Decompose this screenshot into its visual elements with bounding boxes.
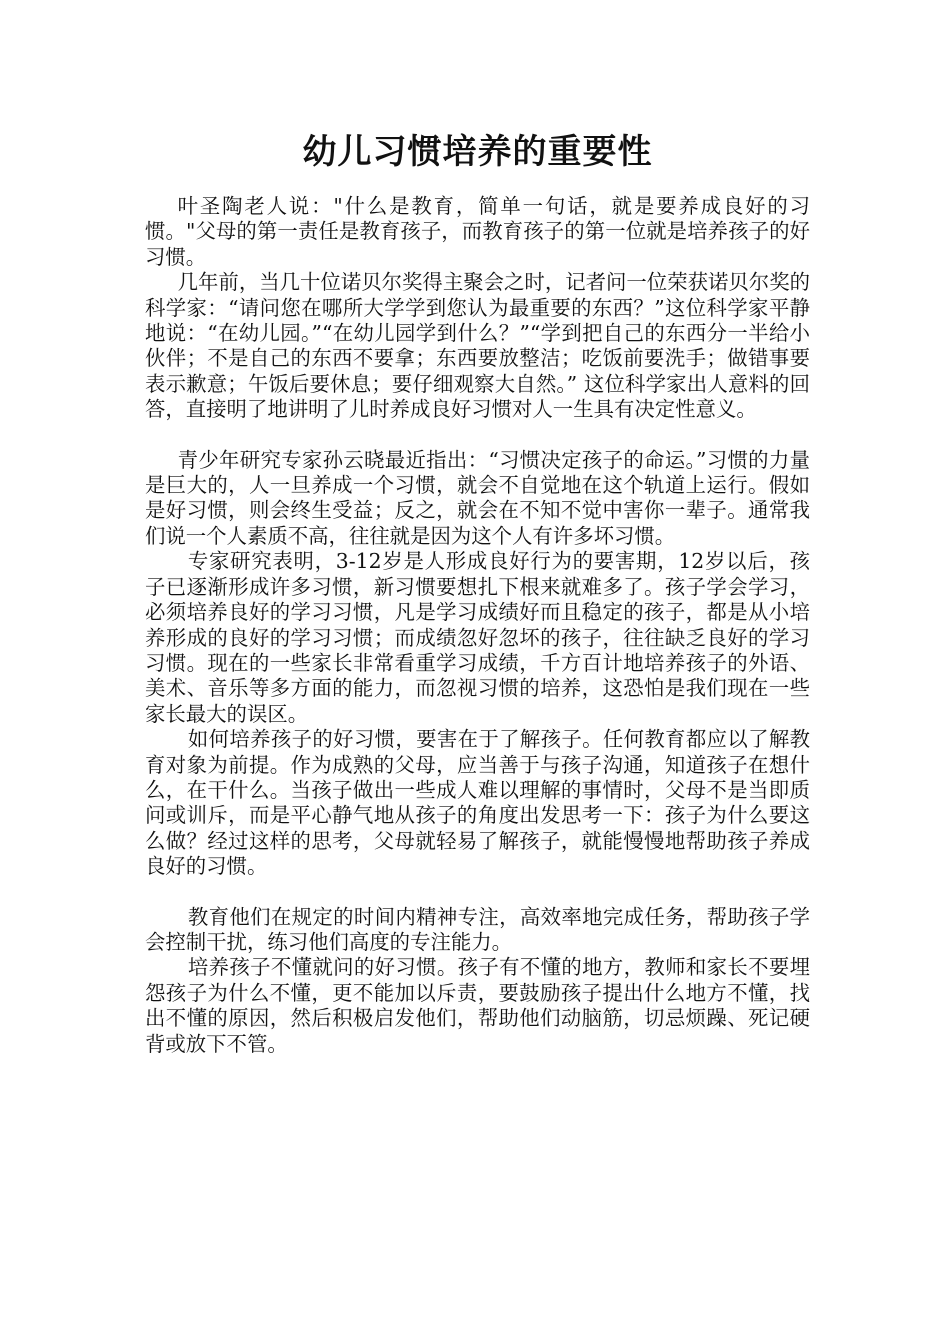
- document-body: [145, 194, 810, 1057]
- paragraph-ye-shengtao-quote: 叶圣陶老人说："什么是教育，简单一句话，就是要养成良好的习惯。"父母的第一责任是教育孩子，而教育孩子的第一位就是培养孩子的好习惯。: [145, 194, 810, 269]
- paragraph-critical-period: 专家研究表明，3-12岁是人形成良好行为的要害期，12岁以后，孩子已逐渐形成许多习惯，新习惯要想扎下根来就难多了。孩子学会学习，必须培养良好的学习习惯，凡是学习成绩好而且稳定的孩子，都是从小培养形成的良好的学习习惯；而成绩忽好忽坏的孩子，往往缺乏良好的学习习惯。现在的一些家长非常看重学习成绩，千方百计地培养孩子的外语、美术、音乐等多方面的能力，而忽视习惯的培养，这恐怕是我们现在一些家长最大的误区。: [145, 549, 810, 726]
- document-page: [145, 0, 810, 1057]
- paragraph-spacer: [145, 880, 810, 905]
- paragraph-understand-child: 如何培养孩子的好习惯，要害在于了解孩子。任何教育都应以了解教育对象为前提。作为成熟的父母，应当善于与孩子沟通，知道孩子在想什么，在干什么。当孩子做出一些成人难以理解的事情时，父母不是当即质问或训斥，而是平心静气地从孩子的角度出发思考一下：孩子为什么要这么做？经过这样的思考，父母就轻易了解孩子，就能慢慢地帮助孩子养成良好的习惯。: [145, 727, 810, 879]
- paragraph-spacer: [145, 423, 810, 448]
- paragraph-nobel-laureate: 几年前，当几十位诺贝尔奖得主聚会之时，记者问一位荣获诺贝尔奖的科学家：“请问您在哪所大学学到您认为最重要的东西？”这位科学家平静地说：“在幼儿园。”“在幼儿园学到什么？”“学到把自己的东西分一半给小伙伴；不是自己的东西不要拿；东西要放整洁；吃饭前要洗手；做错事要表示歉意；午饭后要休息；要仔细观察大自然。” 这位科学家出人意料的回答，直接明了地讲明了儿时养成良好习惯对人一生具有决定性意义。: [145, 270, 810, 422]
- paragraph-concentration: 教育他们在规定的时间内精神专注，高效率地完成任务，帮助孩子学会控制干扰，练习他们高度的专注能力。: [145, 904, 810, 954]
- document-title: 幼儿习惯培养的重要性: [302, 132, 653, 172]
- paragraph-ask-questions: 培养孩子不懂就问的好习惯。孩子有不懂的地方，教师和家长不要埋怨孩子为什么不懂，更不能加以斥责，要鼓励孩子提出什么地方不懂，找出不懂的原因，然后积极启发他们，帮助他们动脑筋，切忌烦躁、死记硬背或放下不管。: [145, 955, 810, 1056]
- paragraph-habit-determines-fate: 青少年研究专家孙云晓最近指出：“习惯决定孩子的命运。”习惯的力量是巨大的，人一旦养成一个习惯，就会不自觉地在这个轨道上运行。假如是好习惯，则会终生受益；反之，就会在不知不觉中害你一辈子。通常我们说一个人素质不高，往往就是因为这个人有许多坏习惯。: [145, 447, 810, 548]
